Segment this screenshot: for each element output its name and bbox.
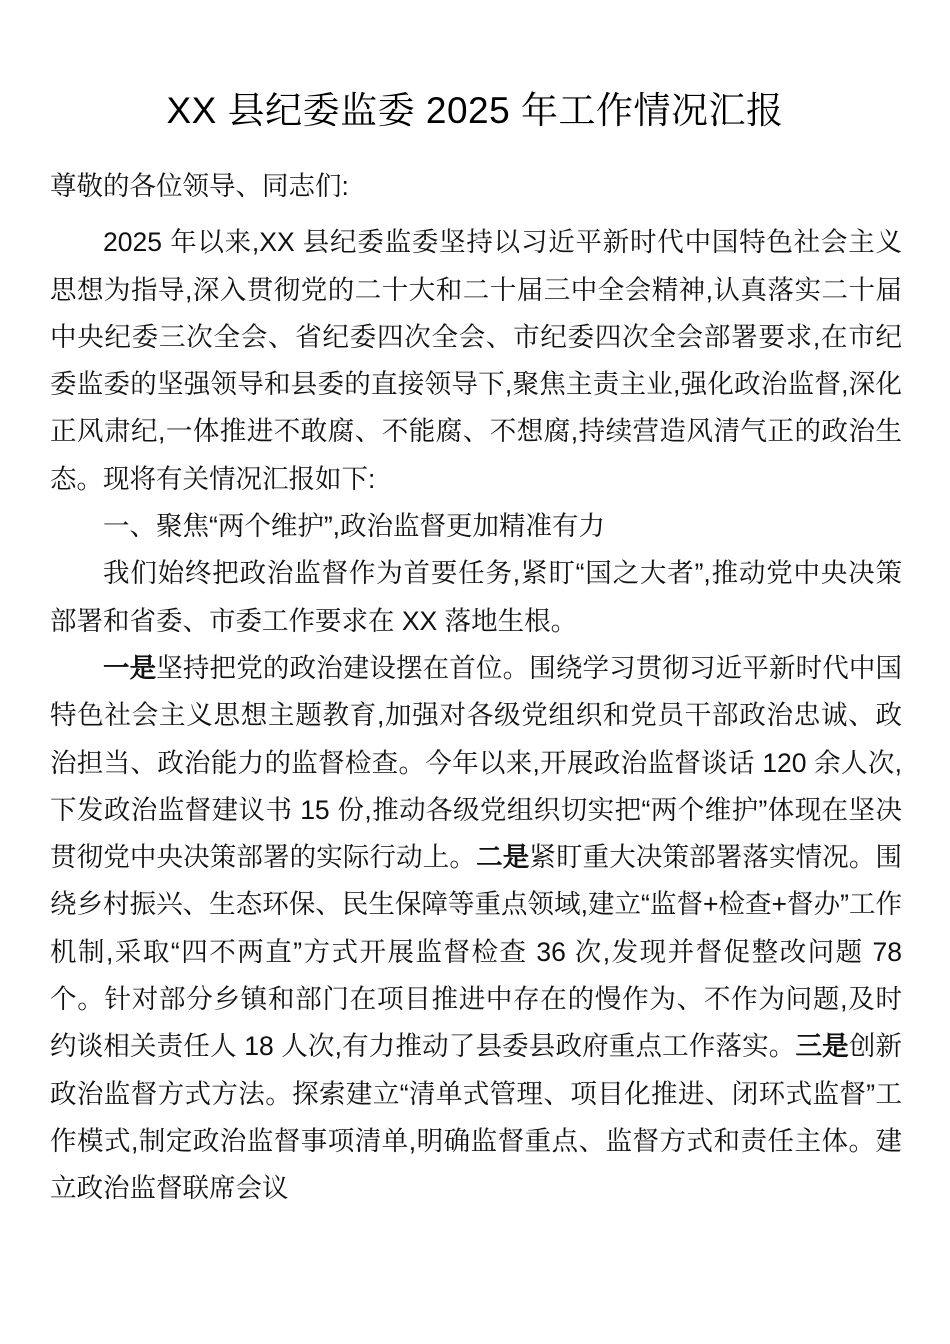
emphasis-run: 二是 <box>476 842 530 873</box>
page-title: XX 县纪委监委 2025 年工作情况汇报 <box>166 89 784 131</box>
text-run: 尊敬的各位领导、同志们: <box>50 171 349 201</box>
document-body <box>50 163 902 1213</box>
text-run: 我们始终把政治监督作为首要任务,紧盯“国之大者”,推动党中央决策部署和省委、市委工作要求在 XX 落地生根。 <box>50 558 902 636</box>
emphasis-run: 三是 <box>795 1031 849 1062</box>
paragraph-heading-one <box>50 503 902 550</box>
paragraph-section-one-intro <box>50 550 902 645</box>
text-run: 紧盯重大决策部署落实情况。围绕乡村振兴、生态环保、民生保障等重点领域,建立“监督+检查+督办”工作机制,采取“四不两直”方式开展监督检查 36 次,发现并督促整改问题 78 个。针对部分乡镇和部门在项目推进中存在的慢作为、不作为问题,及时约谈相关责任人 18 人次,有力推动了县委县政府重点工作落实。 <box>50 842 903 1062</box>
emphasis-run: 一是 <box>103 652 157 683</box>
text-run: 创新政治监督方式方法。探索建立“清单式管理、项目化推进、闭环式监督”工作模式,制定政治监督事项清单,明确监督重点、监督方式和责任主体。建立政治监督联席会议 <box>50 1031 902 1204</box>
paragraph-section-one-body <box>50 645 902 1213</box>
paragraph-opening <box>50 219 902 503</box>
text-run: 2025 年以来,XX 县纪委监委坚持以习近平新时代中国特色社会主义思想为指导,深入贯彻党的二十大和二十届三中全会精神,认真落实二十届中央纪委三次全会、省纪委四次全会、市纪委四次全会部署要求,在市纪委监委的坚强领导和县委的直接领导下,聚焦主责主业,强化政治监督,深化正风肃纪,一体推进不敢腐、不能腐、不想腐,持续营造风清气正的政治生态。现将有关情况汇报如下: <box>50 227 902 494</box>
text-run: 一、聚焦“两个维护”,政治监督更加精准有力 <box>103 511 606 542</box>
text-run: 坚持把党的政治建设摆在首位。围绕学习贯彻习近平新时代中国特色社会主义思想主题教育,加强对各级党组织和党员干部政治忠诚、政治担当、政治能力的监督检查。今年以来,开展政治监督谈话 120 余人次,下发政治监督建议书 15 份,推动各级党组织切实把“两个维护”体现在坚决贯彻党中央决策部署的实际行动上。 <box>50 652 903 873</box>
paragraph-salutation <box>50 163 902 210</box>
